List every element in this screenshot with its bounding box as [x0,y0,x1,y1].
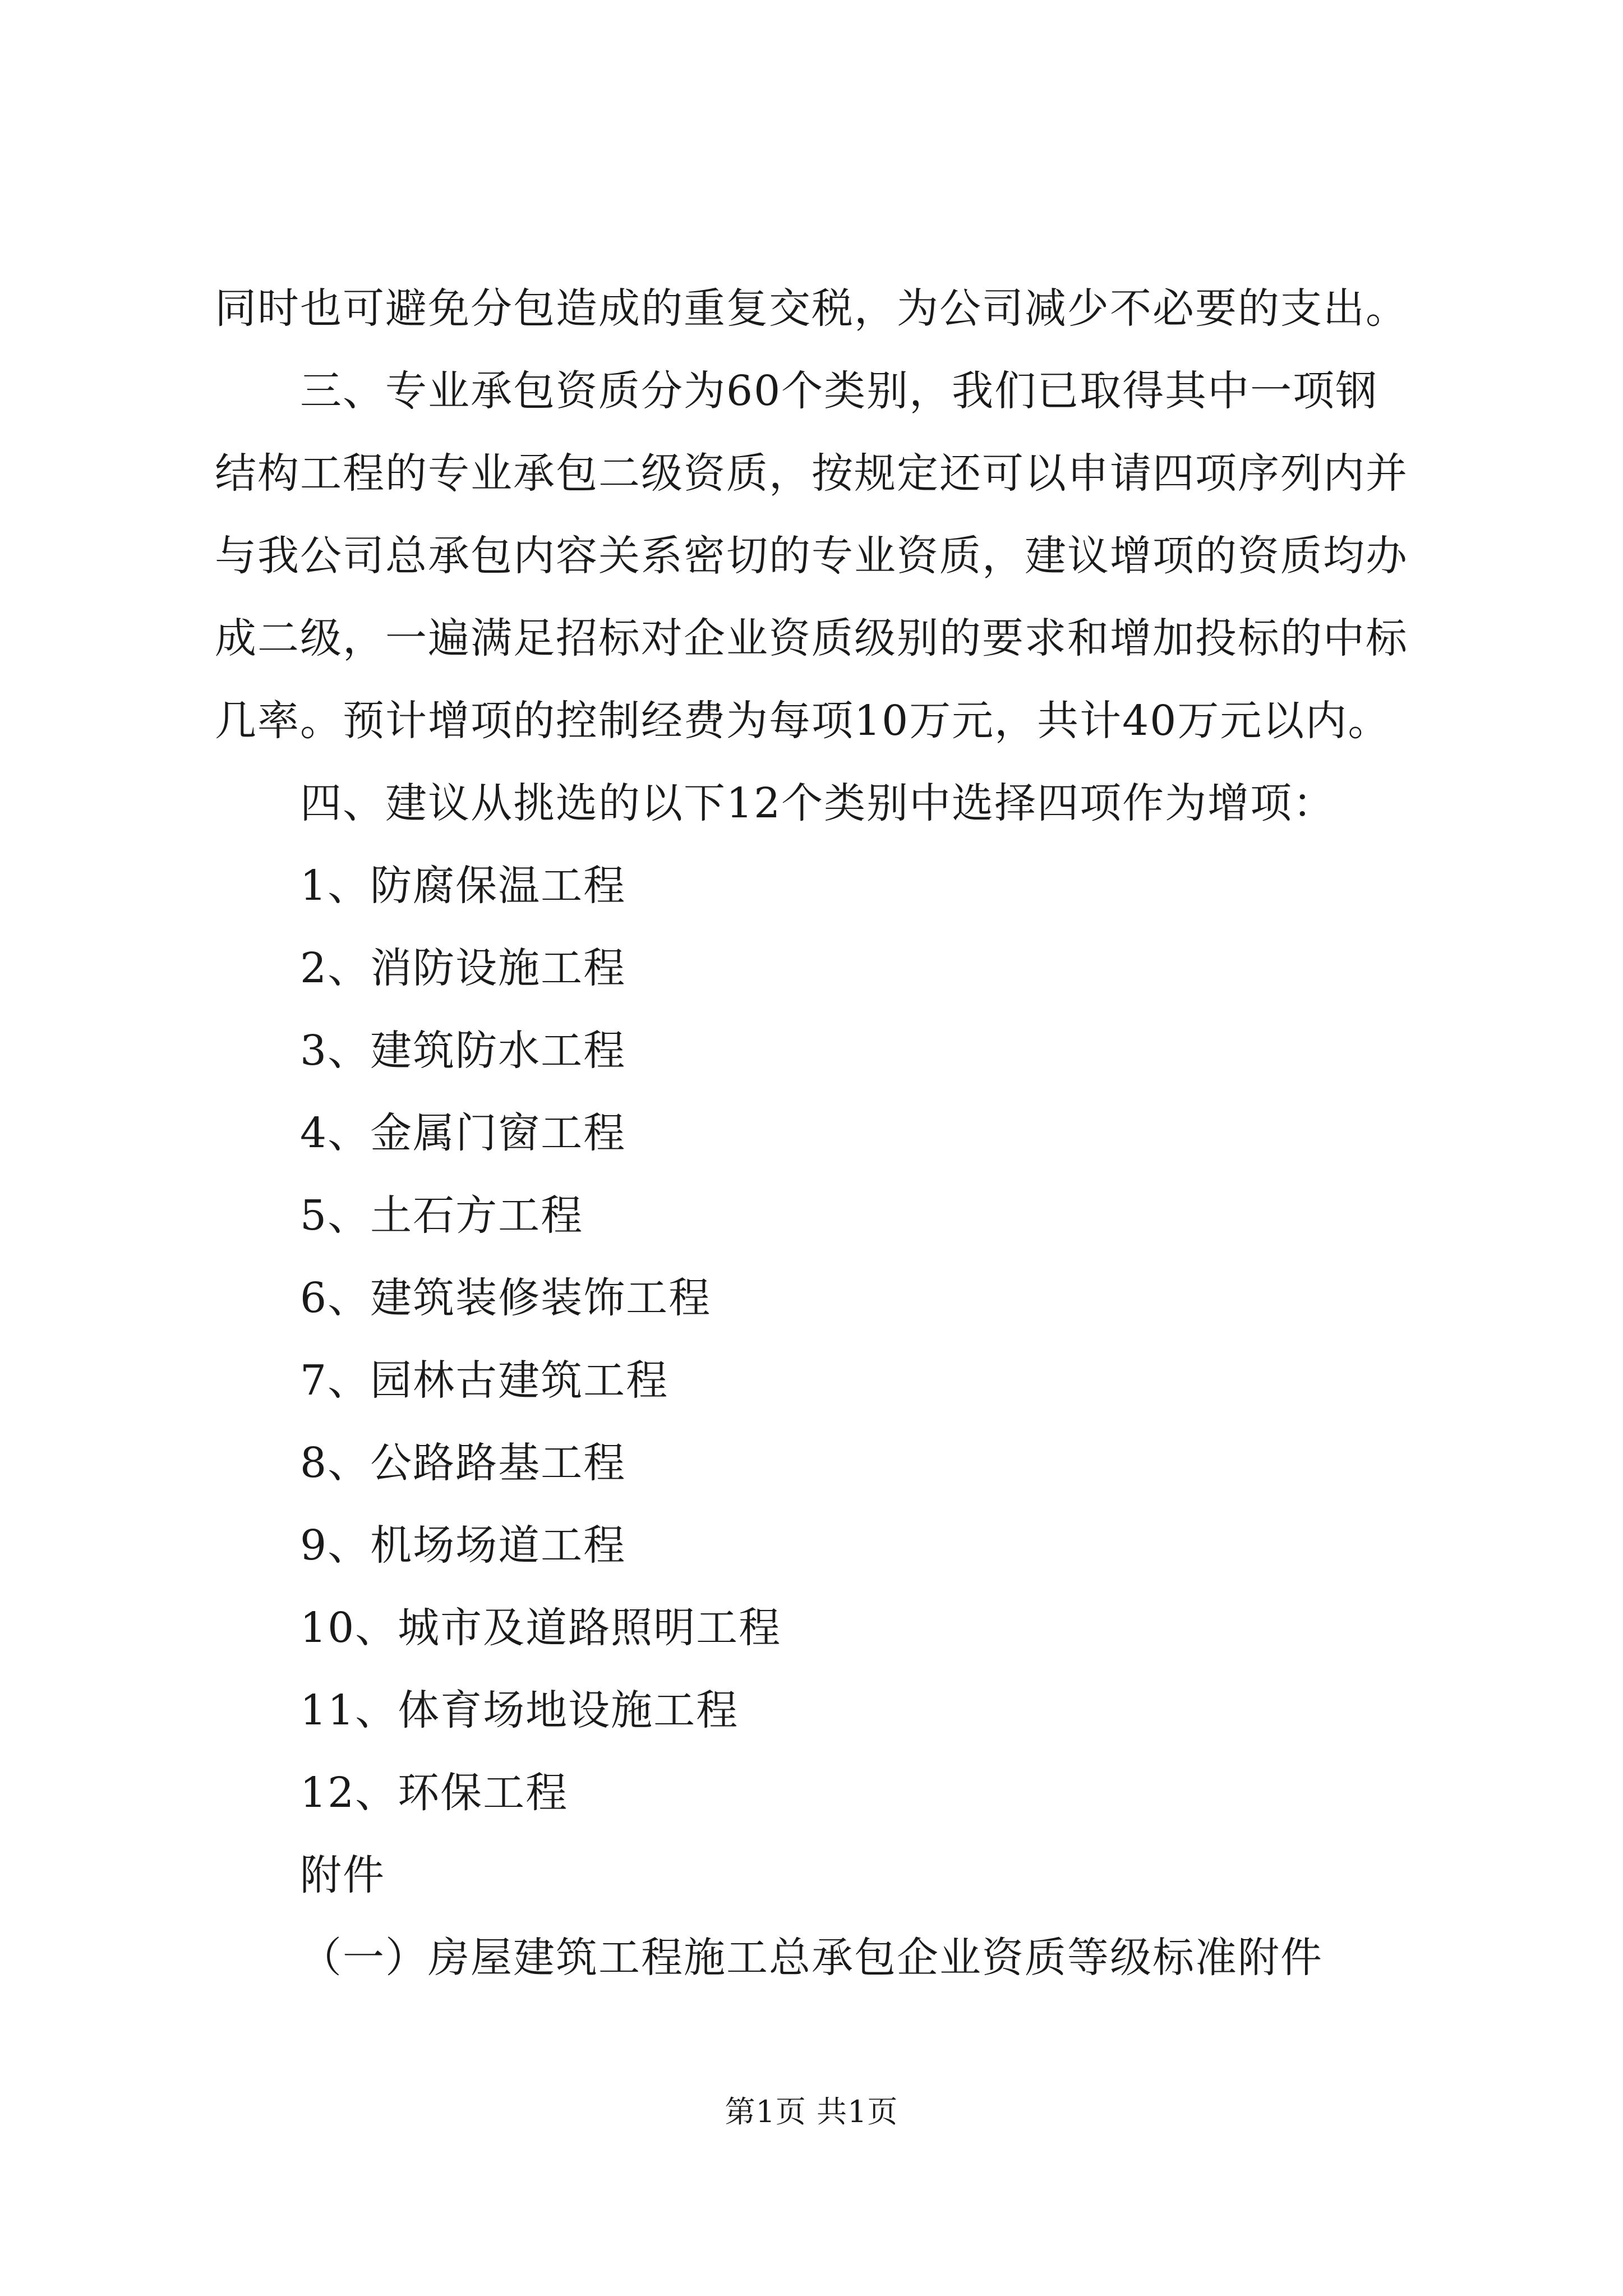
paragraph-line-6: 几率。预计增项的控制经费为每项10万元，共计40万元以内。 [215,697,1391,745]
paragraph-line-7: 四、建议从挑选的以下12个类别中选择四项作为增项： [300,779,1336,827]
paragraph-line-1: 同时也可避免分包造成的重复交税，为公司减少不必要的支出。 [215,284,1408,333]
paragraph-line-3: 结构工程的专业承包二级资质，按规定还可以申请四项序列内并 [215,449,1408,498]
page-footer: 第1页 共1页 [725,2094,898,2129]
list-item-3: 3、建筑防水工程 [300,1027,626,1075]
list-item-5: 5、土石方工程 [300,1191,584,1240]
list-item-2: 2、消防设施工程 [300,944,626,992]
list-item-12: 12、环保工程 [300,1769,569,1817]
paragraph-line-5: 成二级，一遍满足招标对企业资质级别的要求和增加投标的中标 [215,614,1408,662]
list-item-11: 11、体育场地设施工程 [300,1686,739,1734]
list-item-4: 4、金属门窗工程 [300,1109,626,1157]
paragraph-line-4: 与我公司总承包内容关系密切的专业资质，建议增项的资质均办 [215,532,1408,580]
list-item-7: 7、园林古建筑工程 [300,1356,669,1405]
list-item-6: 6、建筑装修装饰工程 [300,1274,712,1322]
attachment-item: （一）房屋建筑工程施工总承包企业资质等级标准附件 [300,1934,1323,1982]
list-item-10: 10、城市及道路照明工程 [300,1604,782,1652]
attachment-heading: 附件 [300,1851,385,1899]
list-item-8: 8、公路路基工程 [300,1439,626,1487]
list-item-1: 1、防腐保温工程 [300,862,626,910]
list-item-9: 9、机场场道工程 [300,1521,626,1570]
paragraph-line-2: 三、专业承包资质分为60个类别，我们已取得其中一项钢 [300,367,1378,415]
